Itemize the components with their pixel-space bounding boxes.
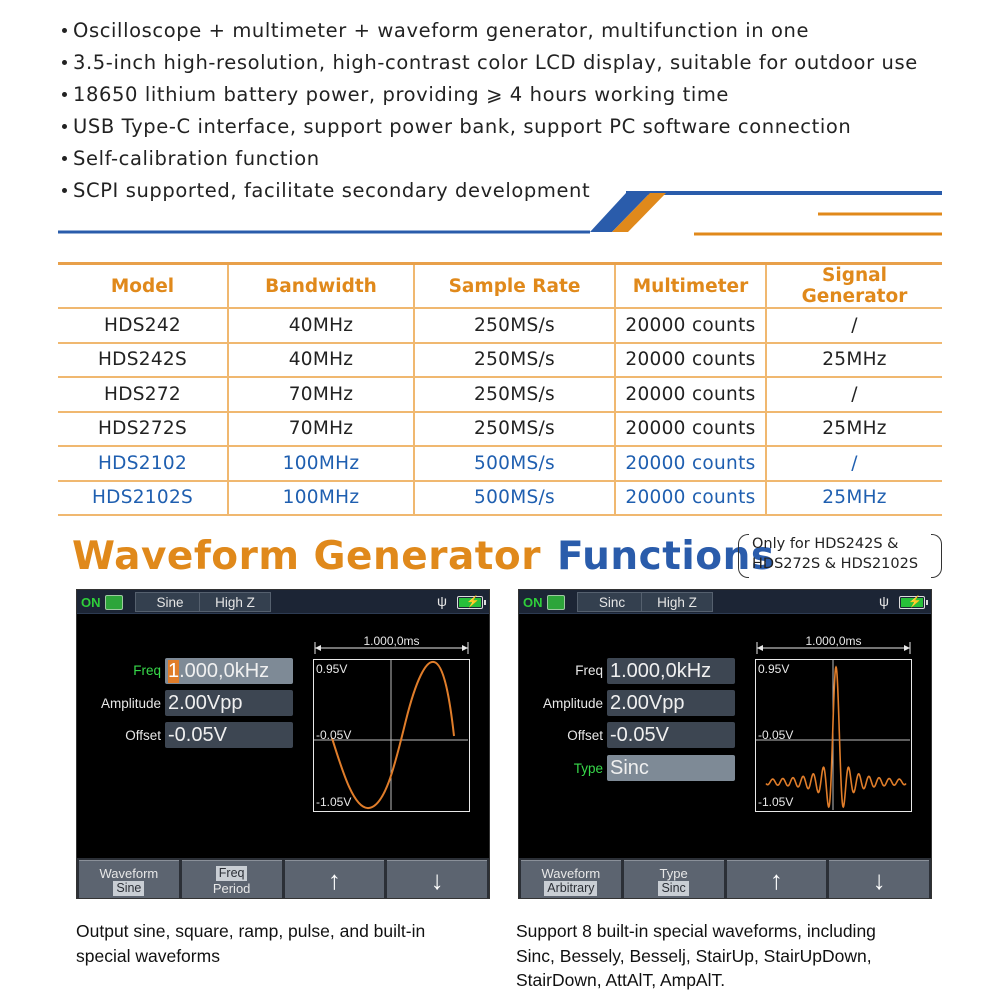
amplitude-label: Amplitude (542, 696, 603, 711)
table-row (58, 481, 942, 516)
cell: 25MHz (766, 481, 942, 516)
caption-line: Support 8 built-in special waveforms, including (516, 921, 876, 941)
cell: 70MHz (228, 412, 414, 447)
freq-label: Freq (575, 663, 603, 678)
tab-waveform[interactable]: Sinc (577, 592, 647, 612)
y-mid-label: -0.05V (758, 728, 794, 742)
softkey-bar (519, 858, 931, 899)
cell: 40MHz (228, 343, 414, 378)
output-on-toggle[interactable] (81, 594, 129, 611)
waveform-preview (313, 659, 470, 812)
feature-item (62, 142, 982, 174)
bullet-icon (62, 124, 67, 129)
feature-item (62, 46, 982, 78)
amplitude-label: Amplitude (100, 696, 161, 711)
softkey-value: Sinc (658, 881, 688, 896)
usb-icon: ψ (437, 593, 447, 609)
softkey-label: Freq (216, 866, 248, 881)
cell: / (766, 308, 942, 343)
model-note (742, 534, 932, 576)
cell: HDS242S (58, 343, 228, 378)
feature-text: 18650 lithium battery power, providing ⩾ 4 hours working time (73, 82, 730, 106)
cell: 40MHz (228, 308, 414, 343)
cell: 25MHz (766, 343, 942, 378)
device-screen-sine (76, 589, 490, 899)
caption-right (516, 919, 876, 993)
cell: 250MS/s (414, 377, 615, 412)
softkey-down[interactable] (387, 860, 487, 899)
header-sample-rate: Sample Rate (414, 264, 615, 309)
header-bandwidth: Bandwidth (228, 264, 414, 309)
softkey-waveform[interactable] (521, 860, 621, 899)
y-top-label: 0.95V (316, 662, 348, 676)
tab-impedance[interactable]: High Z (641, 592, 713, 612)
battery-charging-icon: ⚡ (899, 596, 925, 609)
cell: 250MS/s (414, 308, 615, 343)
y-bottom-label: -1.05V (316, 795, 352, 809)
model-note-line: HDS272S & HDS2102S (752, 556, 919, 572)
cell: 100MHz (228, 481, 414, 516)
header-multimeter: Multimeter (615, 264, 766, 309)
freq-field[interactable]: 1.000,0kHz (607, 658, 735, 684)
toggle-switch-icon (547, 595, 565, 610)
amplitude-field[interactable]: 2.00Vpp (607, 690, 735, 716)
arrow-up-icon: ↑ (769, 865, 783, 895)
cell: 20000 counts (615, 446, 766, 481)
table-row (58, 446, 942, 481)
softkey-label: Type (659, 865, 688, 881)
cell: HDS272S (58, 412, 228, 447)
cell: 500MS/s (414, 446, 615, 481)
cell: 250MS/s (414, 412, 615, 447)
tab-waveform[interactable]: Sine (135, 592, 205, 612)
softkey-label: Waveform (541, 865, 601, 881)
cell: 25MHz (766, 412, 942, 447)
freq-value: .000,0kHz (179, 659, 270, 682)
cell: HDS2102S (58, 481, 228, 516)
offset-field[interactable]: -0.05V (165, 722, 293, 748)
freq-field[interactable] (165, 658, 293, 684)
toggle-switch-icon (105, 595, 123, 610)
softkey-value: Arbitrary (544, 881, 597, 896)
on-label: ON (523, 595, 543, 610)
softkey-freq-period[interactable] (182, 860, 282, 899)
header-model: Model (58, 264, 228, 309)
table-row (58, 377, 942, 412)
status-bar (77, 590, 489, 614)
cell: 20000 counts (615, 481, 766, 516)
battery-charging-icon: ⚡ (457, 596, 483, 609)
feature-list (62, 14, 982, 206)
softkey-value: Sine (113, 881, 144, 896)
caption-line: StairDown, AttAlT, AmpAlT. (516, 970, 726, 990)
usb-icon: ψ (879, 593, 889, 609)
caption-line: Output sine, square, ramp, pulse, and built-in (76, 921, 426, 941)
caption-left (76, 919, 425, 968)
caption-line: Sinc, Bessely, Besselj, StairUp, StairUpDown, (516, 945, 872, 966)
softkey-type[interactable] (624, 860, 724, 899)
cell: 20000 counts (615, 343, 766, 378)
cell: 500MS/s (414, 481, 615, 516)
arrow-up-icon: ↑ (327, 865, 341, 895)
cell: / (766, 446, 942, 481)
cell: 20000 counts (615, 308, 766, 343)
cell: 100MHz (228, 446, 414, 481)
cell: HDS272 (58, 377, 228, 412)
arrow-down-icon: ↓ (872, 865, 886, 895)
freq-cursor-digit: 1 (168, 659, 180, 682)
cell: 20000 counts (615, 377, 766, 412)
time-span-label: 1.000,0ms (363, 634, 420, 648)
bullet-icon (62, 28, 67, 33)
output-on-toggle[interactable] (523, 594, 571, 611)
softkey-label: Waveform (99, 865, 159, 881)
y-mid-label: -0.05V (316, 728, 352, 742)
cell: / (766, 377, 942, 412)
feature-text: Self-calibration function (73, 146, 320, 170)
table-header-row (58, 264, 942, 309)
cell: 250MS/s (414, 343, 615, 378)
caption-line: special waveforms (76, 945, 220, 966)
cell: HDS242 (58, 308, 228, 343)
model-note-line: Only for HDS242S & (752, 536, 899, 552)
on-label: ON (81, 595, 101, 610)
status-bar (519, 590, 931, 614)
feature-text: USB Type-C interface, support power bank, support PC software connection (73, 114, 852, 138)
amplitude-field[interactable]: 2.00Vpp (165, 690, 293, 716)
tab-impedance[interactable]: High Z (199, 592, 271, 612)
header-signal-generator: Signal Generator (766, 264, 942, 309)
decorative-band (0, 186, 1000, 246)
time-span-label: 1.000,0ms (805, 634, 862, 648)
feature-item (62, 14, 982, 46)
cell: 70MHz (228, 377, 414, 412)
softkey-waveform[interactable] (79, 860, 179, 899)
softkey-value: Period (212, 880, 251, 896)
device-screen-sinc (518, 589, 932, 899)
offset-label: Offset (567, 728, 603, 743)
spec-table (58, 262, 942, 516)
waveform-preview (755, 659, 912, 812)
type-label: Type (573, 761, 603, 776)
y-top-label: 0.95V (758, 662, 790, 676)
table-row (58, 343, 942, 378)
section-title-blue: Functions (556, 533, 775, 579)
type-field[interactable]: Sinc (607, 755, 735, 781)
table-row (58, 412, 942, 447)
arrow-down-icon: ↓ (430, 865, 444, 895)
feature-text: 3.5-inch high-resolution, high-contrast color LCD display, suitable for outdoor use (73, 50, 918, 74)
feature-item (62, 110, 982, 142)
table-row (58, 308, 942, 343)
bullet-icon (62, 92, 67, 97)
feature-text: Oscilloscope + multimeter + waveform generator, multifunction in one (73, 18, 810, 42)
section-title (72, 528, 775, 584)
offset-label: Offset (125, 728, 161, 743)
softkey-up[interactable] (285, 860, 385, 899)
bullet-icon (62, 60, 67, 65)
softkey-bar (77, 858, 489, 899)
softkey-down[interactable] (829, 860, 929, 899)
y-bottom-label: -1.05V (758, 795, 794, 809)
cell: HDS2102 (58, 446, 228, 481)
offset-field[interactable]: -0.05V (607, 722, 735, 748)
feature-text: SCPI supported, facilitate secondary development (73, 178, 591, 202)
freq-label: Freq (133, 663, 161, 678)
section-title-orange: Waveform Generator (72, 533, 541, 579)
feature-item (62, 78, 982, 110)
softkey-up[interactable] (727, 860, 827, 899)
bullet-icon (62, 156, 67, 161)
cell: 20000 counts (615, 412, 766, 447)
